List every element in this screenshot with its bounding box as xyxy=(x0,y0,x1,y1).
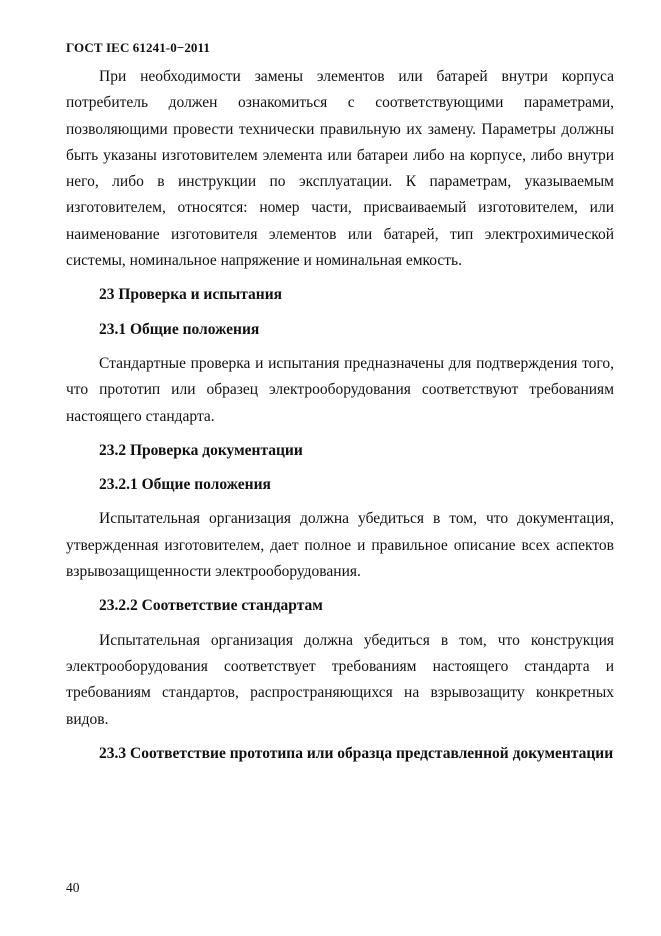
paragraph-standards-compliance: Испытательная организация должна убедиться в том, что конструкция электрооборудования соответствует требованиям настоящего стандарта и требованиям стандартов, распространяющихся на взрывозащиту конкретных видов. xyxy=(66,631,614,728)
section-heading-23-2-1: 23.2.1 Общие положения xyxy=(99,476,271,494)
section-heading-23-3: 23.3 Соответствие прототипа или образца представленной документации xyxy=(99,744,614,762)
document-header: ГОСТ IEC 61241-0−2011 xyxy=(66,40,211,55)
section-heading-23-1: 23.1 Общие положения xyxy=(99,320,260,338)
paragraph-standard-tests: Стандартные проверка и испытания предназначены для подтверждения того, что прототип или образец электрооборудования соответствуют требованиям настоящего стандарта. xyxy=(66,354,614,425)
page-number: 40 xyxy=(66,880,80,895)
paragraph-battery-replacement: При необходимости замены элементов или батарей внутри корпуса потребитель должен ознакомиться с соответствующими параметрами, позволяющими провести технически правильную их замену. Параметры должны быть указаны изготовителем элемента или батареи либо на корпусе, либо внутри него, либо в инструкции по эксплуатации. К параметрам, указываемым изготовителем, относятся: номер части, присваиваемый изготовителем, или наименование изготовителя элементов или батарей, тип электрохимической системы, номинальное напряжение и номинальная емкость. xyxy=(66,68,614,270)
paragraph-documentation-check: Испытательная организация должна убедиться в том, что документация, утвержденная изготовителем, дает полное и правильное описание всех аспектов взрывозащищенности электрооборудования. xyxy=(66,510,614,581)
section-heading-23-2-2: 23.2.2 Соответствие стандартам xyxy=(99,597,323,615)
document-body xyxy=(66,64,614,775)
section-heading-23-2: 23.2 Проверка документации xyxy=(99,441,303,459)
section-heading-23: 23 Проверка и испытания xyxy=(99,286,283,304)
